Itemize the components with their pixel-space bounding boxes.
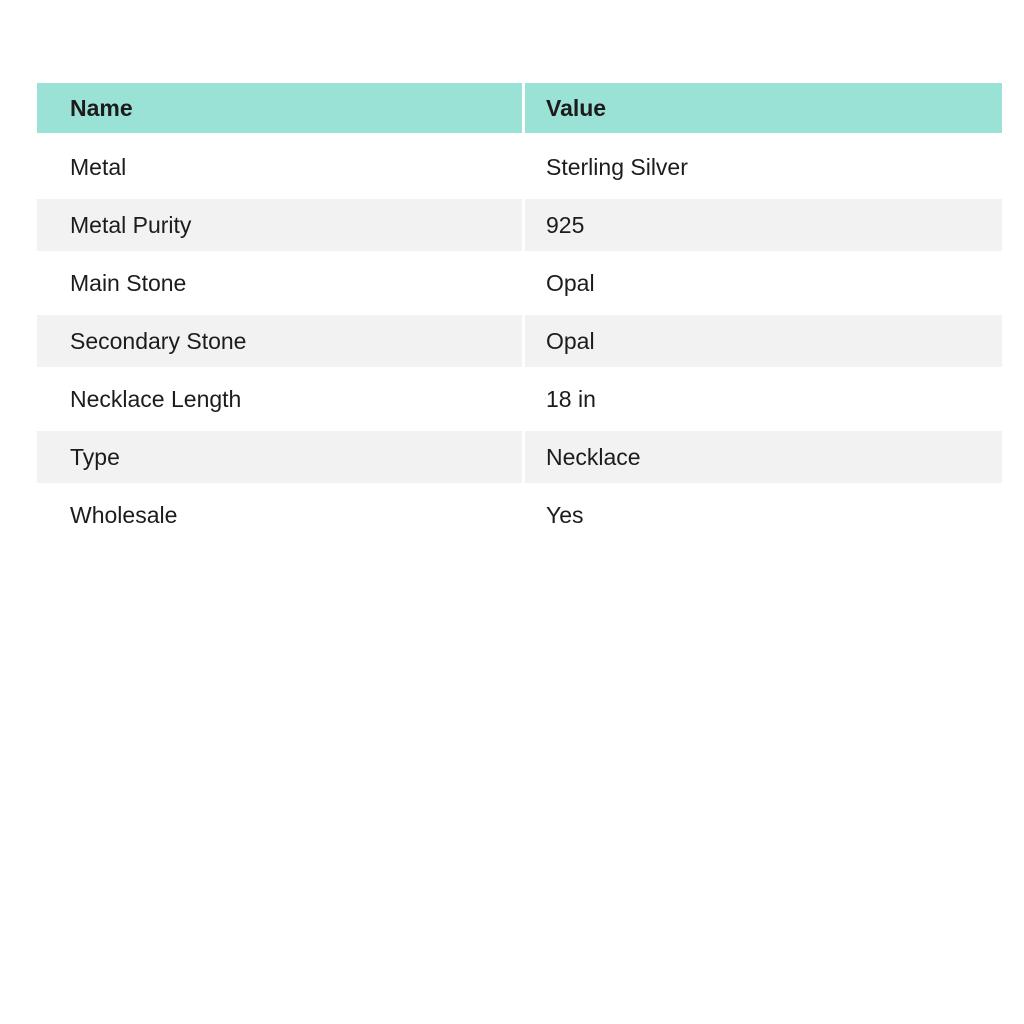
column-header-name: Name [37,83,522,138]
cell-value: Necklace [522,428,1002,486]
column-header-value: Value [522,83,1002,138]
cell-value: Opal [522,312,1002,370]
header-row [37,83,1002,138]
table-row [37,370,1002,428]
cell-name: Metal [37,138,522,196]
cell-name: Wholesale [37,486,522,544]
cell-value: 925 [522,196,1002,254]
table-row [37,138,1002,196]
cell-value: Sterling Silver [522,138,1002,196]
cell-value: 18 in [522,370,1002,428]
cell-value: Yes [522,486,1002,544]
spec-table [37,83,1002,544]
cell-name: Necklace Length [37,370,522,428]
table-body [37,138,1002,544]
table-row [37,196,1002,254]
table-row [37,254,1002,312]
cell-name: Type [37,428,522,486]
cell-name: Metal Purity [37,196,522,254]
table-row [37,486,1002,544]
table-row [37,428,1002,486]
cell-value: Opal [522,254,1002,312]
cell-name: Secondary Stone [37,312,522,370]
cell-name: Main Stone [37,254,522,312]
table-row [37,312,1002,370]
